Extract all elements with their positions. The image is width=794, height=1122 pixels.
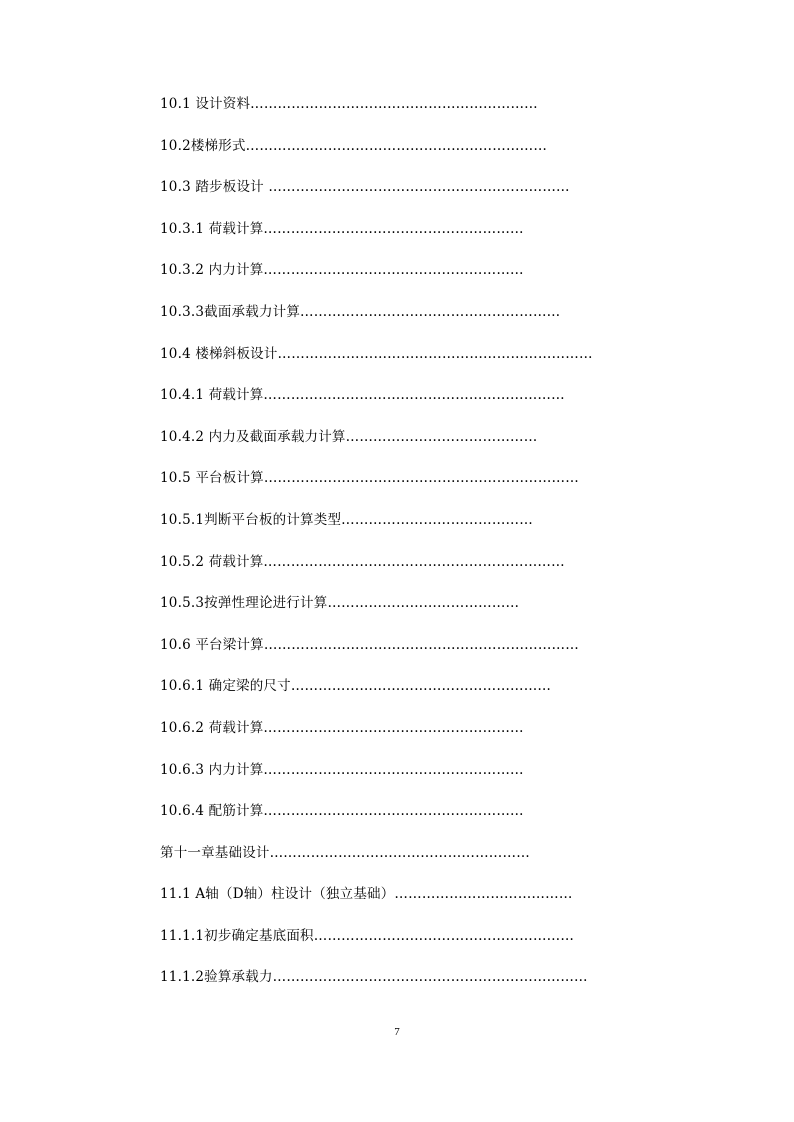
toc-entry-10-5-2: 10.5.2 荷载计算………………………………………………………… [160,553,565,570]
toc-entry-10-4: 10.4 楼梯斜板设计…………………………………………………………… [160,345,593,362]
toc-entry-10-3-2: 10.3.2 内力计算………………………………………………… [160,262,524,279]
toc-entry-10-3: 10.3 踏步板设计 ………………………………………………………… [160,179,570,196]
toc-entry-10-4-2: 10.4.2 内力及截面承载力计算…………………………………… [160,428,538,445]
page-number: 7 [394,1026,400,1038]
toc-entry-10-6-1: 10.6.1 确定梁的尺寸………………………………………………… [160,678,552,695]
toc-entry-10-2: 10.2楼梯形式………………………………………………………… [160,137,548,154]
toc-entry-10-5: 10.5 平台板计算…………………………………………………………… [160,470,579,487]
toc-entry-10-6-2: 10.6.2 荷载计算………………………………………………… [160,719,524,736]
toc-entry-11-1: 11.1 A轴（D轴）柱设计（独立基础）………………………………… [160,886,573,903]
table-of-contents [160,93,620,1008]
toc-entry-10-6: 10.6 平台梁计算…………………………………………………………… [160,636,579,653]
toc-entry-10-4-1: 10.4.1 荷载计算………………………………………………………… [160,387,565,404]
toc-entry-chapter-11: 第十一章基础设计………………………………………………… [160,844,530,861]
toc-entry-11-1-1: 11.1.1初步确定基底面积………………………………………………… [160,927,575,944]
toc-entry-10-5-3: 10.5.3按弹性理论进行计算…………………………………… [160,595,520,612]
toc-entry-10-6-3: 10.6.3 内力计算………………………………………………… [160,761,524,778]
toc-entry-10-6-4: 10.6.4 配筋计算………………………………………………… [160,803,524,820]
toc-entry-10-1: 10.1 设计资料……………………………………………………… [160,96,538,112]
toc-entry-10-5-1: 10.5.1判断平台板的计算类型…………………………………… [160,511,533,528]
toc-entry-11-1-2: 11.1.2验算承载力…………………………………………………………… [160,969,588,986]
toc-entry-10-3-1: 10.3.1 荷载计算………………………………………………… [160,220,524,237]
toc-entry-10-3-3: 10.3.3截面承载力计算………………………………………………… [160,303,561,320]
